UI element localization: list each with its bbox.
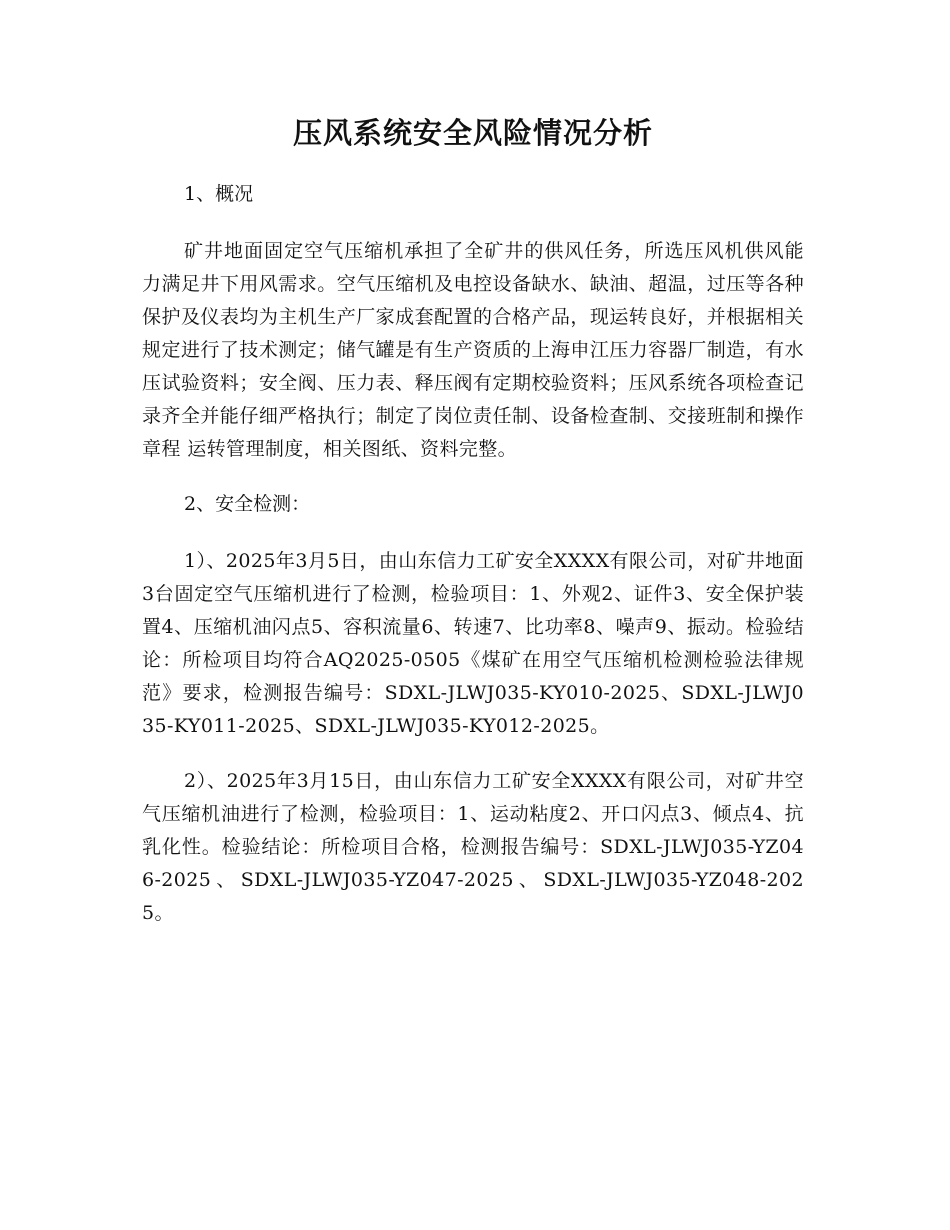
section-safety-inspection bbox=[142, 488, 804, 930]
document-title: 压风系统安全风险情况分析 bbox=[292, 116, 653, 150]
overview-paragraph: 矿井地面固定空气压缩机承担了全矿井的供风任务，所选压风机供风能力满足井下用风需求。空气压缩机及电控设备缺水、缺油、超温，过压等各种保护及仪表均为主机生产厂家成套配置的合格产品，现运转良好，并根据相关规定进行了技术测定；储气罐是有生产资质的上海申江压力容器厂制造，有水压试验资料；安全阀、压力表、释压阀有定期校验资料；压风系统各项检查记录齐全并能仔细严格执行；制定了岗位责任制、设备检查制、交接班制和操作章程 运转管理制度，相关图纸、资料完整。 bbox=[142, 240, 804, 460]
section-heading-overview: 1、概况 bbox=[184, 183, 254, 205]
document-page bbox=[142, 108, 804, 952]
inspection-paragraph-compressor-oil: 2）、2025年3月15日，由山东信力工矿安全XXXX有限公司，对矿井空气压缩机油进行了检测，检验项目：1、运动粘度2、开口闪点3、倾点4、抗乳化性。检验结论：所检项目合格，检测报告编号：SDXL-JLWJ035-YZ046-2025、SDXL-JLWJ035-YZ047-2025、SDXL-JLWJ035-YZ048-2025。 bbox=[142, 770, 804, 924]
section-overview bbox=[142, 178, 804, 466]
inspection-paragraph-compressors: 1）、2025年3月5日，由山东信力工矿安全XXXX有限公司，对矿井地面3台固定空气压缩机进行了检测，检验项目：1、外观2、证件3、安全保护装置4、压缩机油闪点5、容积流量6、转速7、比功率8、噪声9、振动。检验结论：所检项目均符合AQ2025-0505《煤矿在用空气压缩机检测检验法律规范》要求，检测报告编号：SDXL-JLWJ035-KY010-2025、SDXL-JLWJ035-KY011-2025、SDXL-JLWJ035-KY012-2025。 bbox=[142, 550, 804, 737]
section-heading-safety-inspection: 2、安全检测： bbox=[184, 493, 311, 515]
